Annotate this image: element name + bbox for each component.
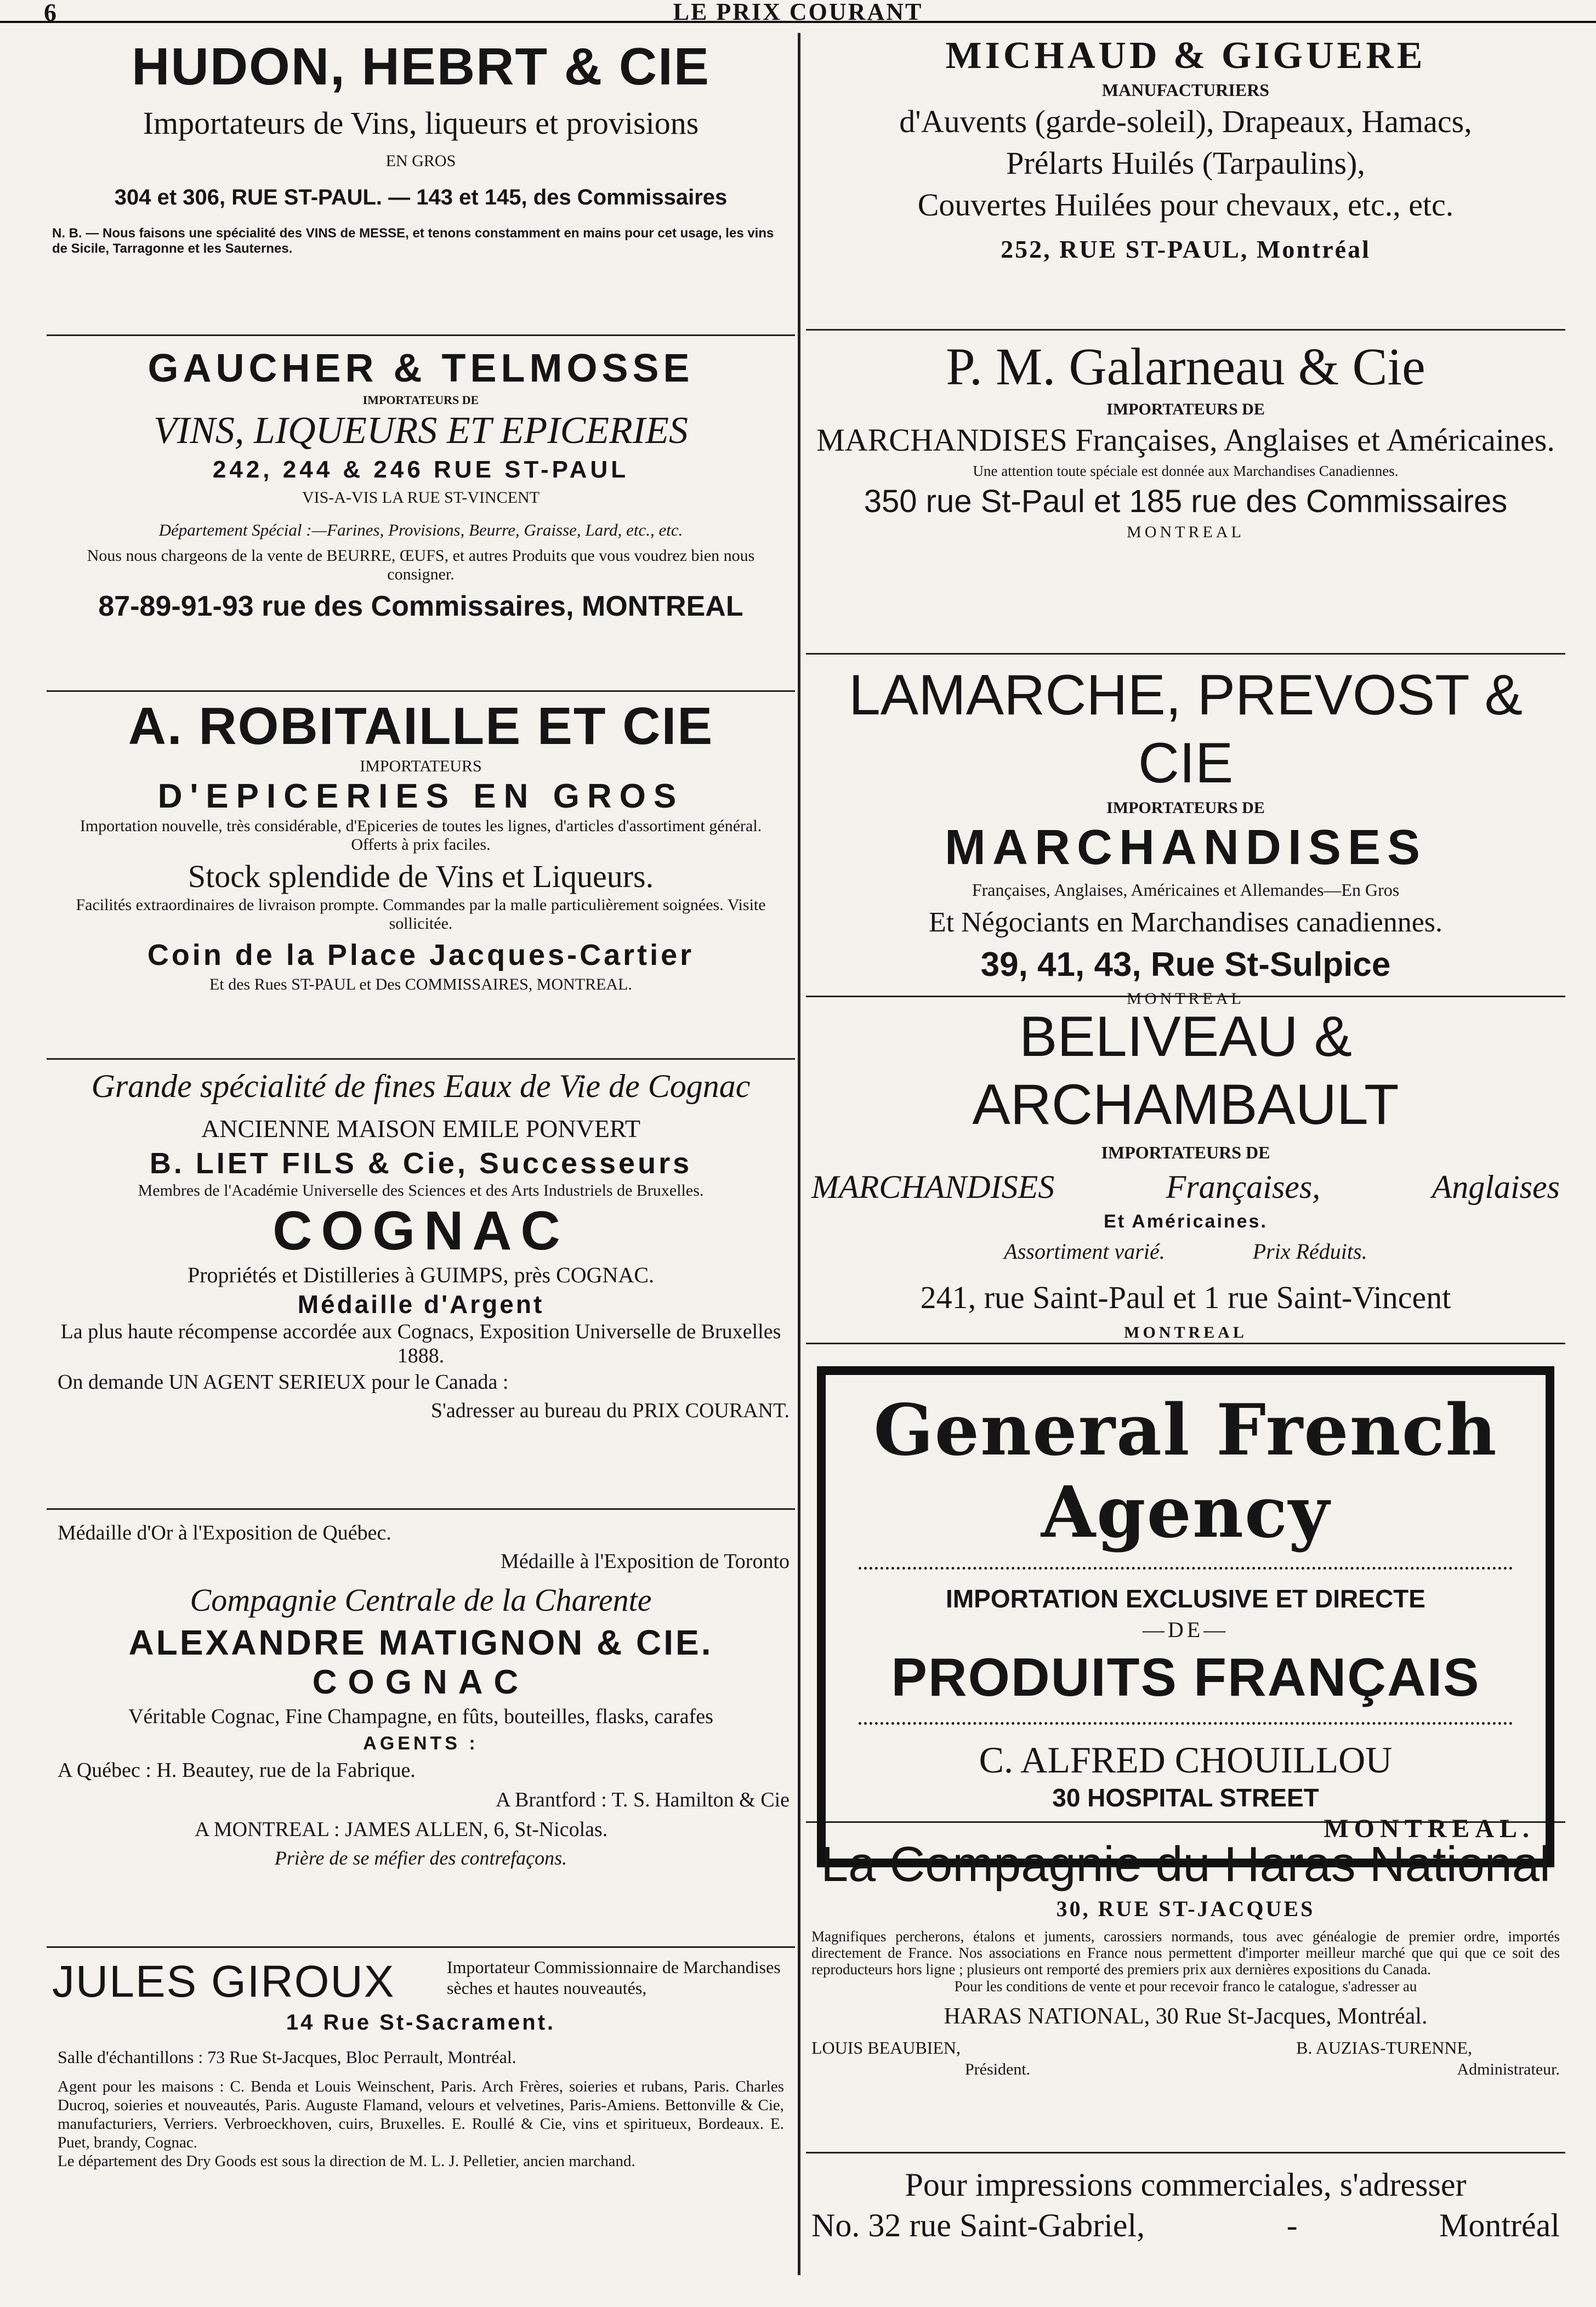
ad-liet-fils xyxy=(47,1064,795,1510)
ad-line: Grande spécialité de fines Eaux de Vie de Cognac xyxy=(91,1068,751,1104)
running-header xyxy=(0,0,1596,26)
paper-title: LE PRIX COURANT xyxy=(673,0,923,25)
ad-line: Prière de se méfier des contrefaçons. xyxy=(274,1847,567,1869)
ad-subtitle: PRODUITS FRANÇAIS xyxy=(891,1647,1480,1707)
ad-jules-giroux xyxy=(47,1957,795,2286)
ad-line: A MONTREAL : JAMES ALLEN, 6, St-Nicolas. xyxy=(195,1818,608,1841)
ad-separator: - xyxy=(1286,2207,1298,2243)
ad-line: Une attention toute spéciale est donnée aux Marchandises Canadiennes. xyxy=(973,463,1399,479)
ad-line: Prix Réduits. xyxy=(1252,1239,1367,1264)
ad-line: Facilités extraordinaires de livraison prompte. Commandes par la malle particulièrement soignées. Visite sollicitée. xyxy=(76,896,766,933)
ad-line: MANUFACTURIERS xyxy=(1101,80,1270,100)
ad-title: COGNAC xyxy=(272,1200,569,1262)
ad-title: ALEXANDRE MATIGNON & CIE. xyxy=(128,1623,713,1662)
ad-title: B. LIET FILS & Cie, Successeurs xyxy=(149,1147,692,1180)
ad-line: A Brantford : T. S. Hamilton & Cie xyxy=(496,1788,790,1811)
ad-address: 242, 244 & 246 RUE ST-PAUL xyxy=(212,456,629,483)
ad-line: HARAS NATIONAL, 30 Rue St-Jacques, Montréal. xyxy=(944,2004,1428,2029)
right-column xyxy=(806,33,1565,2275)
page-number: 6 xyxy=(44,0,56,26)
ad-title: La Compagnie du Haras National xyxy=(821,1837,1550,1892)
ad-line: IMPORTATEURS DE xyxy=(1106,400,1265,418)
ad-note: N. B. — Nous faisons une spécialité des VINS de MESSE, et tenons constamment en mains pour cet usage, les vins de Sicile, Tarragonne et les Sauternes. xyxy=(52,226,774,256)
signatures xyxy=(806,2037,1565,2081)
ad-line: La plus haute récompense accordée aux Cognacs, Exposition Universelle de Bruxelles 1888. xyxy=(60,1320,781,1367)
left-column xyxy=(47,33,795,2275)
ad-city: MONTREAL xyxy=(1127,990,1245,1008)
ad-line: Médaille à l'Exposition de Toronto xyxy=(501,1550,790,1573)
ad-subtitle: COGNAC xyxy=(312,1663,530,1701)
ad-address: 39, 41, 43, Rue St-Sulpice xyxy=(980,946,1391,984)
ad-line: Médaille d'Or à l'Exposition de Québec. xyxy=(58,1521,391,1544)
ad-city: MONTREAL xyxy=(1127,523,1245,541)
ad-line: A Québec : H. Beautey, rue de la Fabrique. xyxy=(58,1759,416,1782)
ad-haras-national xyxy=(806,1834,1565,2153)
ad-impressions xyxy=(806,2164,1565,2307)
ad-line: Magnifiques percherons, étalons et juments, carossiers normands, tous avec généalogie de premier ordre, importés directement de France. Nos associations en France nous permettent d'importer meilleur marché que qui que ce soit des reproducteurs hors ligne ; plusieurs ont remporté des premiers prix aux dernières expositions du Canada. xyxy=(811,1928,1560,1978)
ad-address: 14 Rue St-Sacrament. xyxy=(286,2010,556,2035)
signature-title: Président. xyxy=(965,2060,1031,2078)
ad-line: Assortiment varié. xyxy=(1004,1239,1165,1264)
ad-line: On demande UN AGENT SERIEUX pour le Canada : xyxy=(58,1371,509,1394)
ad-line: Prélarts Huilés (Tarpaulins), xyxy=(1006,145,1365,181)
ad-title: BELIVEAU & ARCHAMBAULT xyxy=(972,1005,1399,1137)
ad-address: Coin de la Place Jacques-Cartier xyxy=(147,939,695,971)
ad-michaud-giguere xyxy=(806,33,1565,331)
ad-line: Agent pour les maisons : C. Benda et Louis Weinschent, Paris. Arch Frères, soieries et rubans, Paris. Charles Ducroq, soieries et nouveautés, Paris. Auguste Flamand, velours et velvetines, Paris-Amiens. Bettonville & Cie, manufacturiers, Verriers. Verbroeckhoven, cuirs, Bruxelles. E. Roullé & Cie, vins et spiritueux, Bordeaux. E. Puet, brandy, Cognac. xyxy=(58,2078,784,2151)
ad-address: 30, RUE ST-JACQUES xyxy=(1056,1896,1315,1921)
ad-address: 252, RUE ST-PAUL, Montréal xyxy=(1001,235,1371,263)
ad-line: Membres de l'Académie Universelle des Sciences et des Arts Industriels de Bruxelles. xyxy=(138,1181,704,1200)
ad-line: VINS, LIQUEURS ET EPICERIES xyxy=(154,410,688,452)
ad-general-french-agency xyxy=(806,1366,1565,1843)
ad-line: d'Auvents (garde-soleil), Drapeaux, Hamacs, xyxy=(899,104,1472,139)
ad-line: Françaises, Anglaises, Américaines et Allemandes—En Gros xyxy=(972,880,1400,900)
ad-line: Le département des Dry Goods est sous la direction de M. L. J. Pelletier, ancien marchand. xyxy=(58,2152,635,2170)
ad-title: MICHAUD & GIGUERE xyxy=(945,35,1426,77)
ad-line: Et des Rues ST-PAUL et Des COMMISSAIRES, MONTREAL. xyxy=(209,975,632,993)
ad-line: IMPORTATEURS xyxy=(360,757,482,775)
ad-hudon-hebrt xyxy=(47,38,795,336)
ad-line: VIS-A-VIS LA RUE ST-VINCENT xyxy=(302,488,540,507)
ad-title: GAUCHER & TELMOSSE xyxy=(147,346,694,390)
ad-line: —DE— xyxy=(1142,1617,1229,1642)
ad-line: ANCIENNE MAISON EMILE PONVERT xyxy=(201,1115,640,1143)
ad-line: Salle d'échantillons : 73 Rue St-Jacques, Bloc Perrault, Montréal. xyxy=(58,2047,516,2067)
ad-title: HUDON, HEBRT & CIE xyxy=(132,37,710,96)
agency-frame xyxy=(817,1366,1554,1867)
ad-line: Nous nous chargeons de la vente de BEURRE, ŒUFS, et autres Produits que vous voudrez bien nous consigner. xyxy=(87,547,755,583)
ad-line: Pour les conditions de vente et pour recevoir franco le catalogue, s'adresser au xyxy=(954,1978,1417,1995)
ad-address: 87-89-91-93 rue des Commissaires, MONTREAL xyxy=(98,590,743,622)
ad-line: Véritable Cognac, Fine Champagne, en fûts, bouteilles, flasks, carafes xyxy=(128,1705,713,1728)
ornament-rule xyxy=(859,1567,1513,1570)
column-divider xyxy=(798,33,800,2275)
ad-line: IMPORTATEURS DE xyxy=(362,393,479,407)
ad-line: AGENTS : xyxy=(363,1733,479,1754)
ad-title: P. M. Galarneau & Cie xyxy=(946,337,1425,396)
ad-line: Compagnie Centrale de la Charente xyxy=(190,1582,652,1618)
ad-award: Médaille d'Argent xyxy=(297,1290,544,1319)
ad-title: General French Agency xyxy=(873,1389,1498,1554)
ad-line: Couvertes Huilées pour chevaux, etc., etc. xyxy=(917,187,1454,223)
ad-line: IMPORTATION EXCLUSIVE ET DIRECTE xyxy=(946,1584,1425,1613)
ad-galarneau xyxy=(806,335,1565,655)
ad-address: 304 et 306, RUE ST-PAUL. — 143 et 145, des Commissaires xyxy=(114,185,728,209)
ad-line: C. ALFRED CHOUILLOU xyxy=(979,1739,1393,1781)
signature-name: LOUIS BEAUBIEN, xyxy=(811,2038,961,2058)
ad-subtitle: D'EPICERIES EN GROS xyxy=(157,777,684,815)
signature-name: B. AUZIAS-TURENNE, xyxy=(1296,2038,1472,2058)
ad-line: EN GROS xyxy=(385,152,456,170)
ad-subtitle: MARCHANDISES xyxy=(944,820,1427,875)
ad-line: Pour impressions commerciales, s'adresser xyxy=(905,2167,1467,2203)
ad-address: 350 rue St-Paul et 185 rue des Commissaires xyxy=(864,484,1508,519)
ad-title: LAMARCHE, PREVOST & CIE xyxy=(848,663,1523,795)
ad-gaucher-telmosse xyxy=(47,345,795,692)
ad-address: No. 32 rue Saint-Gabriel, xyxy=(811,2207,1145,2243)
ad-line: MARCHANDISES Françaises, Anglaises et Américaines. xyxy=(816,422,1555,458)
ad-line: Stock splendide de Vins et Liqueurs. xyxy=(188,859,654,894)
ad-beliveau-archambault xyxy=(806,1003,1565,1344)
ad-address: 30 HOSPITAL STREET xyxy=(1052,1783,1319,1812)
ad-line: S'adresser au bureau du PRIX COURANT. xyxy=(430,1399,790,1422)
ad-line: Département Spécial :—Farines, Provisions, Beurre, Graisse, Lard, etc., etc. xyxy=(158,520,683,539)
ad-line: MARCHANDISES xyxy=(811,1169,1055,1205)
ad-line: Anglaises xyxy=(1432,1169,1560,1205)
ad-line: Et Américaines. xyxy=(1104,1211,1268,1232)
ad-line: Importation nouvelle, très considérable, d'Epiceries de toutes les lignes, d'articles d'assortiment général. Offerts à prix faciles. xyxy=(79,817,762,854)
ad-line: IMPORTATEURS DE xyxy=(1101,1143,1270,1162)
ad-line: Françaises, xyxy=(1166,1169,1321,1205)
ad-robitaille xyxy=(47,696,795,1060)
ornament-rule xyxy=(859,1722,1513,1725)
ad-matignon xyxy=(47,1519,795,1948)
signature-title: Administrateur. xyxy=(1457,2060,1560,2078)
ad-city: MONTREAL. xyxy=(1324,1814,1535,1843)
ad-description: Importateur Commissionnaire de Marchandises sèches et hautes nouveautés, xyxy=(447,1957,781,1998)
ad-line: Propriétés et Distilleries à GUIMPS, près COGNAC. xyxy=(187,1263,655,1287)
ad-lamarche-prevost xyxy=(806,661,1565,1008)
ad-city: MONTREAL xyxy=(1124,1323,1247,1342)
ad-line: IMPORTATEURS DE xyxy=(1106,799,1265,817)
ad-line: Importateurs de Vins, liqueurs et provisions xyxy=(143,105,699,141)
ad-title: A. ROBITAILLE ET CIE xyxy=(128,697,714,755)
ad-line: Et Négociants en Marchandises canadiennes. xyxy=(928,907,1443,938)
ad-address: 241, rue Saint-Paul et 1 rue Saint-Vincent xyxy=(920,1280,1451,1315)
ad-title: JULES GIROUX xyxy=(52,1957,395,2007)
ad-city: Montréal xyxy=(1439,2207,1560,2243)
